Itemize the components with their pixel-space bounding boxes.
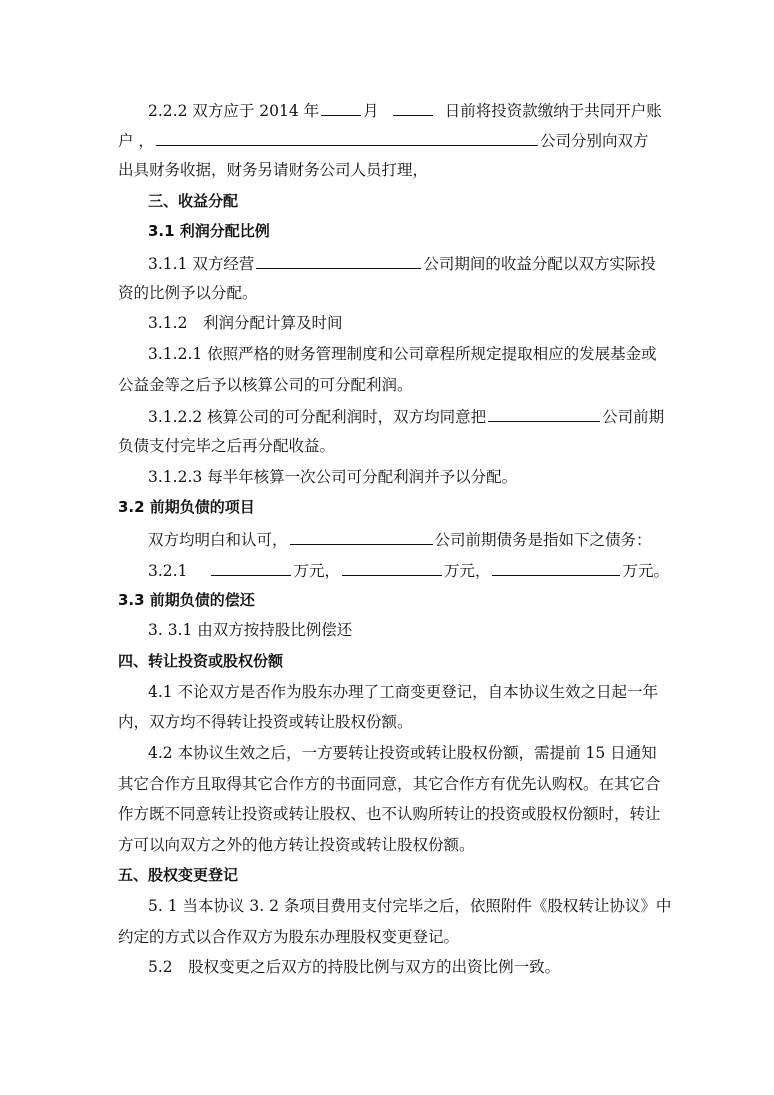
clause-5-1: 5. 1 当本协议 3. 2 条项目费用支付完毕之后，依照附件《股权转让协议》中: [148, 897, 672, 915]
text: 3.1.2.2 核算公司的可分配利润时，双方均同意把: [148, 408, 487, 426]
paragraph-line: 约定的方式以合作双方为股东办理股权变更登记。: [118, 928, 460, 946]
blank-amount-1: [211, 559, 291, 576]
blank-company: [290, 528, 433, 545]
text: 双方均明白和认可，: [148, 531, 288, 549]
paragraph-line: 负债支付完毕之后再分配收益。: [118, 437, 336, 455]
blank-company: [256, 252, 421, 269]
text: 公司分别向双方: [539, 132, 649, 150]
text: 万元，: [443, 562, 491, 580]
clause-3-1-2-1: 3.1.2.1 依照严格的财务管理制度和公司章程所规定提取相应的发展基金或: [148, 345, 657, 363]
clause-3-3-1: 3. 3.1 由双方按持股比例偿还: [148, 621, 353, 639]
paragraph-line: 资的比例予以分配。: [118, 284, 258, 302]
blank-company: [488, 405, 600, 422]
clause-2-2-2: [148, 99, 662, 121]
clause-5-2: 5.2 股权变更之后双方的持股比例与双方的出资比例一致。: [148, 958, 561, 976]
clause-4-1: 4.1 不论双方是否作为股东办理了工商变更登记，自本协议生效之日起一年: [148, 683, 659, 701]
blank-account: [156, 129, 538, 146]
paragraph-line: 作方既不同意转让投资或转让股权、也不认购所转让的投资或股权份额时，转让: [118, 805, 661, 823]
paragraph-line: 其它合作方且取得其它合作方的书面同意，其它合作方有优先认购权。在其它合: [118, 775, 661, 793]
clause-3-1-2-3: 3.1.2.3 每半年核算一次公司可分配利润并予以分配。: [148, 468, 518, 486]
text: 月: [363, 102, 379, 120]
subsection-heading-3-1: 3.1 利润分配比例: [148, 222, 270, 240]
text: 3.2.1: [148, 562, 188, 580]
blank-month: [321, 99, 361, 116]
debt-intro: [148, 528, 652, 550]
blank-day: [393, 99, 433, 116]
text: 万元。: [622, 562, 669, 580]
text: 日前将投资款缴纳于共同开户账: [444, 102, 662, 120]
paragraph-line: 内，双方均不得转让投资或转让股权份额。: [118, 713, 413, 731]
clause-3-1-2: 3.1.2 利润分配计算及时间: [148, 314, 343, 332]
text: 公司前期: [602, 408, 665, 426]
section-heading-4: 四、转让投资或股权份额: [118, 652, 284, 670]
blank-amount-2: [342, 559, 442, 576]
text: 户 ，: [118, 132, 154, 150]
text: 万元，: [293, 562, 340, 580]
text: 3.1.1 双方经营: [148, 255, 255, 273]
clause-3-1-2-2: [148, 405, 664, 427]
clause-4-2: 4.2 本协议生效之后，一方要转让投资或转让股权份额，需提前 15 日通知: [148, 744, 657, 762]
section-heading-5: 五、股权变更登记: [118, 866, 239, 884]
paragraph-line: 出具财务收据，财务另请财务公司人员打理，: [118, 161, 429, 179]
clause-3-1-1: [148, 252, 656, 274]
subsection-heading-3-3: 3.3 前期负债的偿还: [118, 591, 255, 609]
paragraph-line: 公益金等之后予以核算公司的可分配利润。: [118, 376, 413, 394]
section-heading-3: 三、收益分配: [148, 192, 239, 210]
text: 2.2.2 双方应于 2014 年: [148, 102, 320, 120]
text: 公司期间的收益分配以双方实际投: [423, 255, 656, 273]
blank-amount-3: [492, 559, 620, 576]
paragraph-line: 方可以向双方之外的他方转让投资或转让股权份额。: [118, 836, 475, 854]
clause-3-2-1: [148, 559, 669, 581]
subsection-heading-3-2: 3.2 前期负债的项目: [118, 498, 255, 516]
text: 公司前期债务是指如下之债务：: [434, 531, 652, 549]
clause-2-2-2-cont: [118, 129, 648, 151]
